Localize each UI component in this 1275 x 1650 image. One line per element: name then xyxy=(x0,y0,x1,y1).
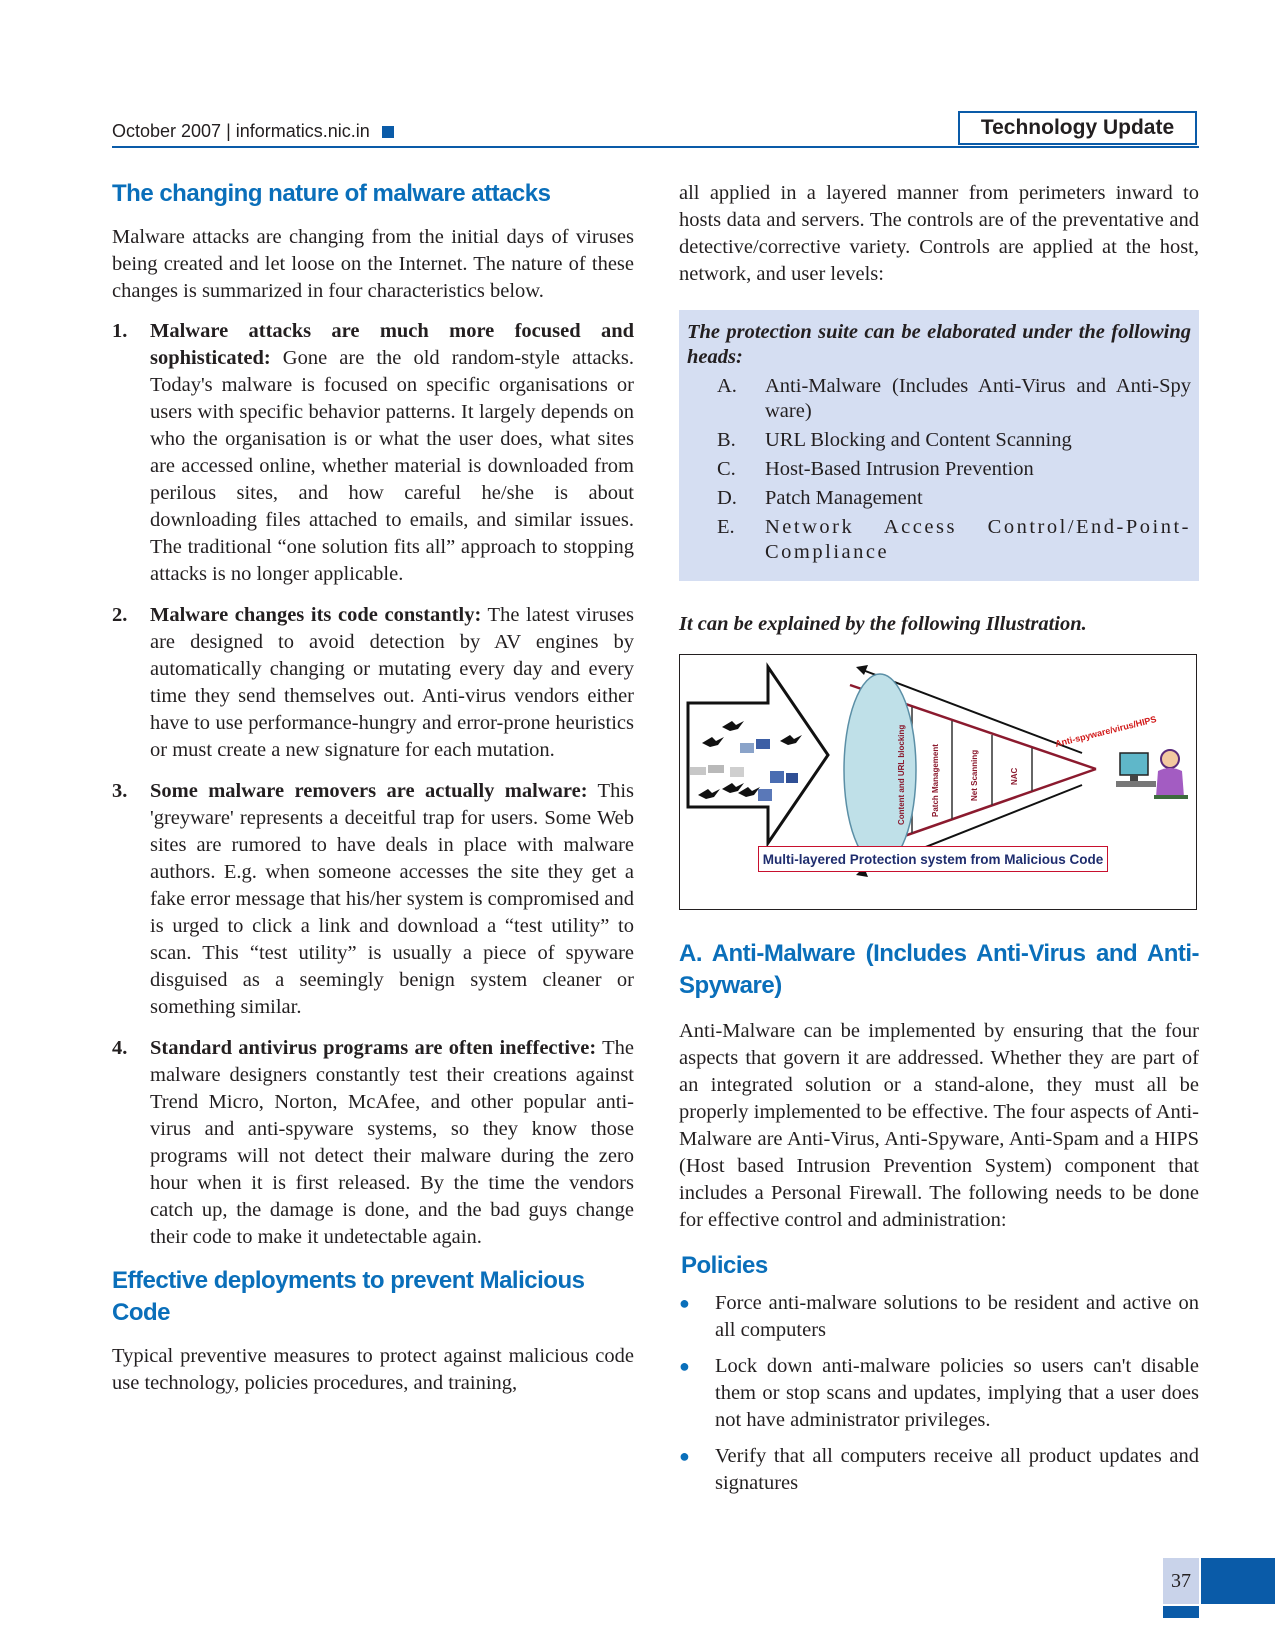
anti-malware-paragraph: Anti-Malware can be implemented by ensuring that the four aspects that govern it are addressed. Whether they are part of an integrated solution or a stand-alone, they must all be properly implemented to be effective. The four aspects of Anti-Malware are Anti-Virus, Anti-Spyware, Anti-Spam and a HIPS (Host based Intrusion Prevention System) component that includes a Personal Firewall. The following needs to be done for effective control and administration: xyxy=(679,1020,1199,1231)
list-item: B. URL Blocking and Content Scanning xyxy=(717,429,1072,451)
section-heading-effective-deployments: Effective deployments to prevent Malicious Code xyxy=(112,1267,585,1326)
list-item: C. Host-Based Intrusion Prevention xyxy=(717,458,1034,480)
header-date-site xyxy=(112,121,394,142)
header-rule xyxy=(112,146,1199,148)
left-column xyxy=(112,178,634,1397)
section-heading-malware-nature: The changing nature of malware attacks xyxy=(112,180,551,207)
section-heading-policies: Policies xyxy=(681,1252,768,1279)
list-item: D. Patch Management xyxy=(717,487,923,509)
layer-label-content: Content and URL blocking xyxy=(897,724,906,825)
illustration-intro: It can be explained by the following Illustration. xyxy=(679,613,1087,635)
user-computer-icon xyxy=(1116,750,1188,799)
section-heading-anti-malware: A. Anti-Malware (Includes Anti-Virus and Anti-Spyware) xyxy=(679,940,1199,999)
list-item: 2. Malware changes its code constantly: The latest viruses are designed to avoid detection by AV engines by automatically changing or mutating every day and every time they send themselves out. Anti-virus vendors either have to use performance-hungry and error-prone heuristics or must create a new signature for each mutation. xyxy=(112,604,634,761)
arrowhead xyxy=(856,665,868,675)
layer-label-nac: NAC xyxy=(1010,767,1019,785)
layer-label-patch: Patch Management xyxy=(931,744,940,817)
bullet-icon: ● xyxy=(679,1446,690,1466)
deployments-paragraph: Typical preventive measures to protect against malicious code use technology, policies procedures, and training, xyxy=(112,1345,634,1394)
list-item: 1. Malware attacks are much more focused and sophisticated: Gone are the old random-style attacks. Today's malware is focused on specific organisations or users with specific behavior patterns. It largely depends on who the organisation is or what the user does, what sites are accessed online, whether material is downloaded from perilous sites, and how careful he/she is about downloading files attached to emails, and similar issues. The traditional “one solution fits all” approach to stopping attacks is no longer applicable. xyxy=(112,320,634,585)
page-corner-block xyxy=(1201,1558,1275,1604)
threat-arrow xyxy=(688,667,828,843)
page-number: 37 xyxy=(1163,1558,1199,1604)
characteristics-list xyxy=(112,318,634,1251)
section-label: Technology Update xyxy=(958,111,1197,145)
bullet-icon: ● xyxy=(679,1356,690,1376)
bullet-icon: ● xyxy=(679,1293,690,1313)
illustration-graphic xyxy=(680,655,1198,911)
list-item: ● Lock down anti-malware policies so users can't disable them or stop scans and updates, implying that a user does not have administrator privileges. xyxy=(679,1355,1199,1431)
protection-illustration xyxy=(679,654,1197,910)
header-left-text: October 2007 | informatics.nic.in xyxy=(112,121,370,141)
protection-suite-list xyxy=(687,374,1191,565)
endpoint-protection-label: Anti-spyware/virus/HIPS xyxy=(1054,714,1158,749)
list-item: 3. Some malware removers are actually malware: This 'greyware' represents a deceitful trap for users. Some Web sites are rumored to have deals in place with malware authors. E.g. when someone accesses the site they get a fake error message that his/her system is compromised and is urged to click a link and download a “test utility” to scan. This “test utility” is usually a piece of spyware disguised as a seemingly benign system cleaner or something similar. xyxy=(112,780,634,1018)
page-corner-tab xyxy=(1163,1606,1199,1618)
list-item: ● Force anti-malware solutions to be resident and active on all computers xyxy=(679,1292,1199,1341)
header-square-icon xyxy=(382,126,394,138)
layered-controls-paragraph: all applied in a layered manner from perimeters inward to hosts data and servers. The controls are of the preventative and detective/corrective variety. Controls are applied at the host, network, and user levels: xyxy=(679,182,1199,285)
list-item: A. Anti-Malware (Includes Anti-Virus and Anti-Spy ware) xyxy=(717,375,1191,422)
list-item: ● Verify that all computers receive all product updates and signatures xyxy=(679,1445,1199,1494)
layer-label-net-scanning: Net Scanning xyxy=(970,749,979,801)
list-item: E. Network Access Control/End-Point-Compliance xyxy=(717,516,1191,563)
protection-suite-title: The protection suite can be elaborated under the following heads: xyxy=(687,321,1191,368)
list-item: 4. Standard antivirus programs are often ineffective: The malware designers constantly test their creations against Trend Micro, Norton, McAfee, and other popular anti-virus and anti-spyware systems, so they know those programs will not detect their malware during the zero hour when it is first released. By the time the vendors catch up, the damage is done, and the bad guys change their code to make it undetectable again. xyxy=(112,1037,634,1248)
policies-list xyxy=(679,1290,1199,1497)
figure-caption: Multi-layered Protection system from Malicious Code xyxy=(758,846,1108,872)
right-column xyxy=(679,180,1199,1506)
intro-paragraph: Malware attacks are changing from the initial days of viruses being created and let loose on the Internet. The nature of these changes is summarized in four characteristics below. xyxy=(112,226,634,302)
protection-suite-box xyxy=(679,310,1199,581)
